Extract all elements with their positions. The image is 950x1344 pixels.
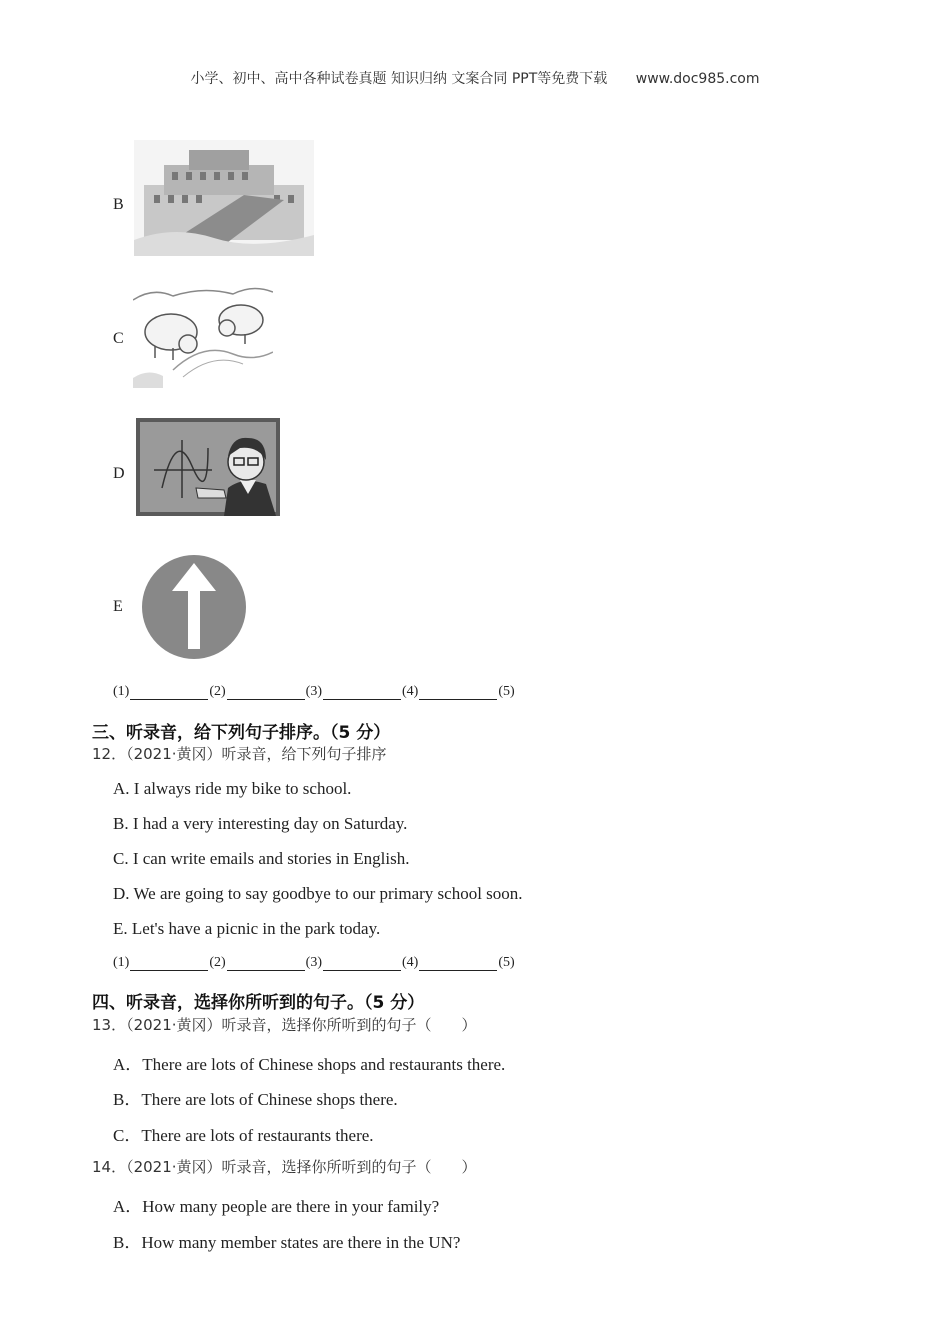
header-site[interactable]: www.doc985.com bbox=[635, 71, 760, 87]
option-label-c: C bbox=[113, 330, 124, 347]
palace-picture-icon bbox=[134, 140, 314, 256]
answer-blank[interactable] bbox=[419, 685, 497, 700]
q14-option-b[interactable]: B．How many member states are there in the UN? bbox=[113, 1233, 461, 1252]
q13-option-a[interactable]: A．There are lots of Chinese shops and restaurants there. bbox=[113, 1055, 506, 1074]
arrow-sign-picture-icon bbox=[140, 553, 248, 661]
header-text: 小学、初中、高中各种试卷真题 知识归纳 文案合同 PPT等免费下载 bbox=[190, 71, 608, 87]
answer-blanks-row bbox=[113, 684, 515, 700]
section-4-title: 四、听录音，选择你所听到的句子。（5 分） bbox=[92, 993, 425, 1013]
answer-blank[interactable] bbox=[419, 956, 497, 971]
q14-option-a[interactable]: A．How many people are there in your family? bbox=[113, 1197, 440, 1216]
blank-label-3: (3) bbox=[305, 684, 322, 699]
answer-blank[interactable] bbox=[130, 956, 208, 971]
answer-blank[interactable] bbox=[323, 956, 401, 971]
sentence-b: B. I had a very interesting day on Saturday. bbox=[113, 814, 408, 833]
answer-blank[interactable] bbox=[227, 956, 305, 971]
yaks-picture-icon bbox=[133, 282, 273, 388]
q13-option-b[interactable]: B．There are lots of Chinese shops there. bbox=[113, 1090, 398, 1109]
blank-label-3: (3) bbox=[305, 955, 322, 970]
blank-label-2: (2) bbox=[209, 684, 226, 699]
blank-label-4: (4) bbox=[401, 684, 419, 699]
blank-label-4: (4) bbox=[401, 955, 419, 970]
q13-option-c[interactable]: C．There are lots of restaurants there. bbox=[113, 1126, 374, 1145]
blank-label-1: (1) bbox=[113, 684, 130, 699]
question-14: 14．（2021·黄冈）听录音，选择你所听到的句子（ ） bbox=[92, 1158, 477, 1176]
page-header bbox=[0, 68, 950, 88]
option-label-e: E bbox=[113, 598, 123, 615]
question-13: 13．（2021·黄冈）听录音，选择你所听到的句子（ ） bbox=[92, 1016, 477, 1034]
sentence-e: E. Let's have a picnic in the park today. bbox=[113, 919, 381, 938]
answer-blank[interactable] bbox=[130, 685, 208, 700]
option-label-d: D bbox=[113, 465, 125, 482]
question-12: 12．（2021·黄冈）听录音，给下列句子排序 bbox=[92, 745, 387, 763]
section-3-title: 三、听录音，给下列句子排序。（5 分） bbox=[92, 723, 391, 743]
sentence-d: D. We are going to say goodbye to our primary school soon. bbox=[113, 884, 523, 903]
sentence-a: A. I always ride my bike to school. bbox=[113, 779, 352, 798]
answer-blank[interactable] bbox=[227, 685, 305, 700]
sentence-c: C. I can write emails and stories in English. bbox=[113, 849, 410, 868]
answer-blanks-row bbox=[113, 955, 515, 971]
answer-blank[interactable] bbox=[323, 685, 401, 700]
teacher-picture-icon bbox=[136, 418, 280, 516]
blank-label-1: (1) bbox=[113, 955, 130, 970]
blank-label-2: (2) bbox=[209, 955, 226, 970]
blank-label-5: (5) bbox=[498, 684, 515, 699]
blank-label-5: (5) bbox=[498, 955, 515, 970]
option-label-b: B bbox=[113, 196, 124, 213]
